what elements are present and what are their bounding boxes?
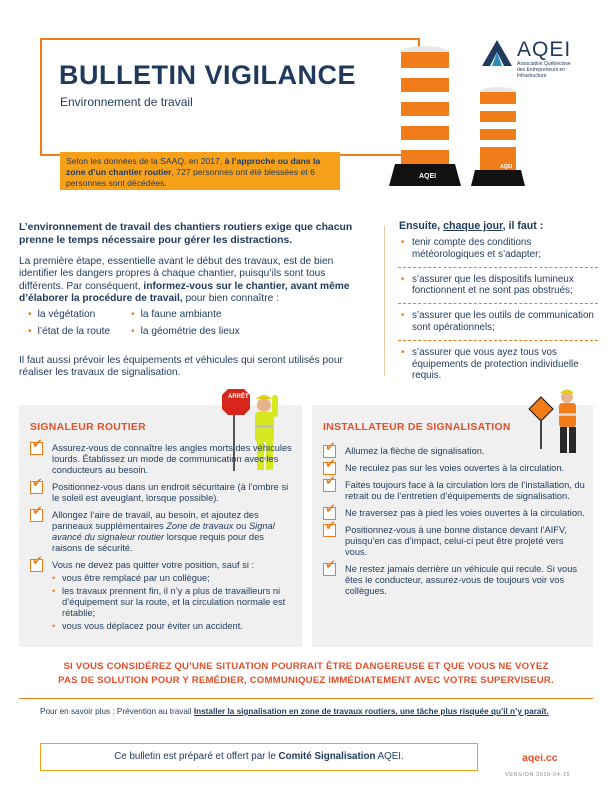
check-item: [323, 564, 585, 597]
more-info-link[interactable]: Installer la signalisation en zone de travaux routiers, une tâche plus risquée qu’il n’y paraît.: [193, 707, 549, 716]
daily-title-post: , il faut :: [502, 220, 544, 232]
more-info-pre: Pour en savoir plus : Prévention au travail: [40, 707, 194, 716]
large-barrel-icon: [389, 46, 461, 186]
list-item: • s’assurer que les outils de communication sont opérationnels;: [398, 310, 598, 341]
check-item-text: Assurez-vous de connaître les angles morts des véhicules lourds. Établissez un mode de communication avec les conducteurs au besoin.: [52, 443, 292, 475]
checkbox-icon: [30, 559, 43, 572]
check-item: [30, 482, 292, 504]
check-item: [323, 463, 585, 474]
footer-committee: Comité Signalisation: [278, 751, 376, 762]
installateur-checklist: [323, 446, 585, 603]
daily-title-pre: Ensuite,: [399, 220, 444, 232]
installateur-title: INSTALLATEUR DE SIGNALISATION: [323, 422, 511, 433]
logo-subtitle: [517, 61, 592, 79]
check-item: [323, 508, 585, 519]
intro-paragraph: [19, 256, 369, 305]
barrel-label-small: AQEI: [500, 164, 513, 170]
stat-bold: à l’approche ou dans la zone d’un chantier routier: [66, 156, 321, 177]
barrel-label-large: AQEI: [419, 173, 437, 180]
check-item: [30, 560, 292, 632]
logo-line-2: des Entrepreneurs en: [517, 67, 566, 73]
checkbox-icon: [30, 509, 43, 522]
checkbox-icon: [30, 481, 43, 494]
stat-pre: Selon les données de la SAAQ, en 2017,: [66, 156, 225, 166]
checkbox-icon: [323, 563, 336, 576]
check-item-text: Allumez la flèche de signalisation.: [345, 446, 485, 456]
logo-name: AQEI: [517, 38, 572, 61]
stop-sign-text: ARRÊT: [228, 394, 249, 400]
check-item: [323, 525, 585, 558]
list-item: • s’assurer que les dispositifs lumineux fonctionnent et ne sont pas obstrués;: [398, 274, 598, 305]
list-item: • s’assurer que vous ayez tous vos équipements de protection individuelle requis.: [398, 347, 598, 388]
stat-post: , 727 personnes ont été blessées et 6 personnes sont décédées.: [66, 167, 315, 188]
aqei-logo-icon: [480, 38, 514, 68]
list-item: • tenir compte des conditions météorologiques et s’adapter;: [398, 237, 598, 268]
statistic-box: [60, 152, 340, 190]
intro-list-right: [131, 306, 240, 340]
logo-line-3: Infrastructure: [517, 73, 547, 79]
list-item: • la faune ambiante: [131, 306, 240, 323]
checkbox-icon: [323, 524, 336, 537]
footer-post: AQEI.: [375, 751, 404, 762]
list-item: • l’état de la route: [28, 323, 110, 340]
daily-title-underlined: chaque jour: [443, 220, 503, 232]
checkbox-icon: [30, 442, 43, 455]
list-item: • la géométrie des lieux: [131, 323, 240, 340]
check-item: [323, 446, 585, 457]
divider-line: [19, 698, 593, 699]
check-item-text: Ne reculez pas sur les voies ouvertes à la circulation.: [345, 463, 565, 473]
intro-paragraph-2: Il faut aussi prévoir les équipements et véhicules qui seront utilisés pour réaliser les travaux de signalisation.: [19, 355, 343, 379]
small-barrel-icon: [471, 87, 525, 186]
website-link[interactable]: aqei.cc: [522, 752, 558, 764]
sub-item: • les travaux prennent fin, il n’y a plus de travailleurs ni d’équipement sur la route, et la circulation normale est rétablie;: [52, 586, 292, 619]
daily-title: [399, 220, 543, 232]
footer-pre: Ce bulletin est préparé et offert par le: [114, 751, 279, 762]
intro-lead: L’environnement de travail des chantiers routiers exige que chacun prenne le temps nécessaire pour gérer les distractions.: [19, 222, 353, 246]
check-item-text: ou: [233, 521, 249, 531]
check-item-text: Faites toujours face à la circulation lors de l’installation, du retrait ou de l’entretien d’équipements de signalisation.: [345, 480, 585, 501]
signaleur-sublist: [52, 573, 292, 632]
footer-credit: [40, 743, 478, 771]
check-item-text: lorsque requis pour des raisons de sécurité.: [52, 532, 264, 553]
logo-line-1: Association Québécoise: [517, 61, 571, 67]
check-item-text: Ne restez jamais derrière un véhicule qui recule. Si vous êtes le conducteur, assurez-vous de toujours voir vos collègues.: [345, 564, 578, 596]
version-label: VERSION 2019-04-15: [505, 772, 571, 778]
intro-p1-a: La première étape, essentielle avant le début des travaux, est de bien identifier les dangers propres à chaque chantier, puisqu’ils sont tous différents. Par conséquent,: [19, 256, 334, 292]
check-item-text: Allongez l’aire de travail, au besoin, et ajoutez des panneaux supplémentaires: [52, 510, 259, 531]
bulletin-title: BULLETIN VIGILANCE: [59, 60, 356, 90]
check-item-text: Positionnez-vous à une bonne distance devant l’AIFV, puisqu’en cas d’impact, celui-ci peut être projeté vers vous.: [345, 525, 567, 557]
check-item-text: Vous ne devez pas quitter votre position, sauf si :: [52, 560, 255, 570]
warning-message: [40, 660, 572, 688]
list-item: • la végétation: [28, 306, 110, 323]
signaleur-checklist: [30, 443, 292, 638]
check-item: [30, 510, 292, 554]
intro-p1-c: pour bien connaître :: [182, 292, 279, 304]
intro-p1-b: informez-vous sur le chantier, avant même d’élaborer la procédure de travail,: [19, 280, 350, 304]
intro-list-left: [28, 306, 110, 340]
section-divider: [384, 226, 385, 376]
check-item-text: Ne traversez pas à pied les voies ouvertes à la circulation.: [345, 508, 585, 518]
check-item-italic: Signal avancé du signaleur routier: [52, 521, 275, 542]
signaleur-title: SIGNALEUR ROUTIER: [30, 422, 146, 433]
bulletin-subtitle: Environnement de travail: [60, 95, 193, 109]
checkbox-icon: [323, 479, 336, 492]
check-item-italic: Zone de travaux: [166, 521, 234, 531]
sub-item: • vous être remplacé par un collègue;: [52, 573, 292, 584]
check-item: [323, 480, 585, 502]
warning-line-1: SI VOUS CONSIDÉREZ QU’UNE SITUATION POURRAIT ÊTRE DANGEREUSE ET QUE VOUS NE VOYEZ: [63, 661, 549, 672]
check-item: [30, 443, 292, 476]
check-item-text: Positionnez-vous dans un endroit sécuritaire (à l’ombre si le soleil est aveuglant, lorsque possible).: [52, 482, 289, 503]
daily-list: [398, 237, 598, 394]
more-info: [40, 707, 600, 716]
warning-line-2: PAS DE SOLUTION POUR Y REMÉDIER, COMMUNIQUEZ IMMÉDIATEMENT AVEC VOTRE SUPERVISEUR.: [58, 675, 554, 686]
sub-item: • vous vous déplacez pour éviter un accident.: [52, 621, 292, 632]
